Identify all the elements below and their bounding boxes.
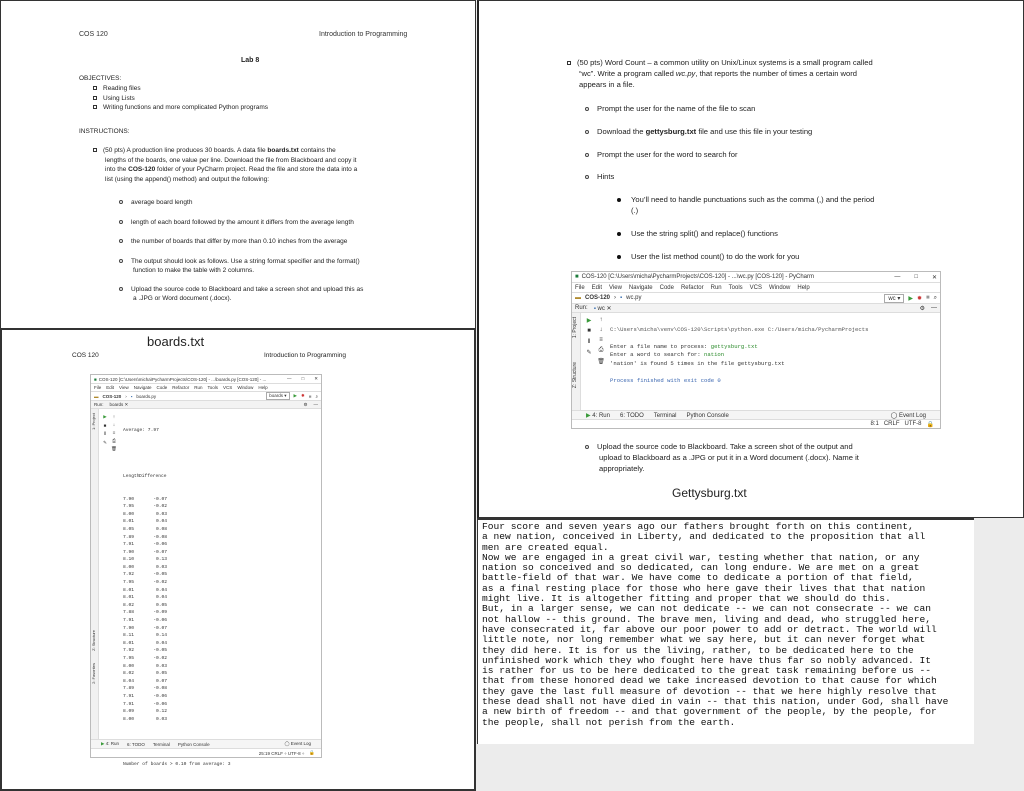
board-difference-cell: -0.06 bbox=[153, 542, 167, 548]
table-row bbox=[123, 701, 231, 709]
search-icon[interactable]: ⌕ bbox=[933, 294, 937, 301]
table-row bbox=[123, 579, 231, 587]
lab-document-page bbox=[0, 0, 476, 330]
minimize-icon[interactable]: — bbox=[287, 376, 292, 381]
board-difference-cell: -0.09 bbox=[153, 610, 167, 616]
boards-table-body bbox=[123, 496, 231, 724]
window-controls bbox=[894, 274, 937, 281]
board-length-cell: 7.90 bbox=[123, 625, 135, 631]
board-length-cell: 7.90 bbox=[123, 496, 135, 502]
board-length-cell: 7.95 bbox=[123, 580, 135, 586]
console-toolbar bbox=[594, 314, 608, 365]
board-difference-cell: -0.02 bbox=[153, 656, 167, 661]
table-row bbox=[123, 503, 231, 511]
list-item: Use the string split() and replace() functions bbox=[617, 228, 874, 239]
run-config-dropdown[interactable]: boards ▾ bbox=[266, 392, 289, 400]
average-line: Average: 7.97 bbox=[123, 428, 159, 434]
pycharm-logo-icon: ■ bbox=[575, 274, 579, 280]
pin-icon[interactable]: ✎ bbox=[586, 350, 592, 356]
run-icon[interactable]: ▶ bbox=[908, 295, 913, 302]
menu-edit[interactable]: Edit bbox=[106, 385, 115, 390]
board-length-cell: 8.10 bbox=[123, 557, 135, 563]
list-item: Prompt the user for the word to search for bbox=[585, 150, 812, 172]
gear-icon[interactable]: ⚙ bbox=[303, 401, 308, 407]
hints-list: You’ll need to handle punctuations such as the comma (,) and the period (.) Use the string split() and replace() functions User the list method count() to do the work for you bbox=[617, 194, 874, 262]
ide-window-title: COS-120 [C:\Users\micha\PycharmProjects\COS-120] - ...\wc.py [COS-120] - PyCharm bbox=[581, 274, 815, 280]
gear-icon[interactable]: ⚙ bbox=[919, 305, 925, 312]
circle-bullet-icon bbox=[585, 107, 589, 111]
board-difference-cell: 0.04 bbox=[155, 519, 167, 525]
table-row bbox=[123, 496, 231, 504]
run-tool-header bbox=[91, 401, 321, 409]
close-icon[interactable]: ✕ bbox=[314, 376, 318, 381]
breadcrumb-project[interactable]: COS-120 bbox=[102, 393, 122, 399]
table-row bbox=[123, 534, 231, 542]
console-finish-line: Process finished with exit code 0 bbox=[610, 376, 721, 384]
table-header: LengthDifference bbox=[123, 473, 167, 479]
menu-run[interactable]: Run bbox=[710, 284, 722, 291]
board-length-cell: 7.91 bbox=[123, 701, 135, 707]
circle-bullet-icon bbox=[585, 175, 589, 179]
chevron-right-icon: › bbox=[614, 295, 617, 301]
text-line: not hallow -- this ground. The brave men, living and dead, who struggled here, bbox=[482, 613, 932, 625]
table-row bbox=[123, 594, 231, 602]
board-length-cell: 8.05 bbox=[123, 526, 135, 532]
board-length-cell: 8.11 bbox=[123, 633, 135, 639]
menu-vcs[interactable]: VCS bbox=[223, 385, 233, 390]
search-icon[interactable]: ⌕ bbox=[315, 393, 318, 399]
board-difference-cell: 0.07 bbox=[155, 678, 167, 684]
text-line: men are created equal. bbox=[482, 541, 609, 553]
board-length-cell: 7.92 bbox=[123, 648, 135, 654]
stop-icon[interactable]: ■ bbox=[103, 423, 107, 428]
run-label: Run: bbox=[94, 402, 104, 407]
board-length-cell: 7.91 bbox=[123, 693, 135, 699]
objectives-heading: OBJECTIVES: bbox=[79, 75, 122, 82]
menu-run[interactable]: Run bbox=[194, 385, 203, 390]
boards-example-panel bbox=[0, 328, 476, 791]
board-length-cell: 7.92 bbox=[123, 572, 135, 578]
menu-window[interactable]: Window bbox=[769, 284, 791, 291]
board-difference-cell: -0.02 bbox=[153, 504, 167, 510]
lock-icon[interactable]: 🔒 bbox=[309, 750, 315, 755]
table-row bbox=[123, 708, 231, 716]
stop-icon[interactable]: ■ bbox=[587, 328, 591, 334]
task1-items bbox=[119, 198, 363, 304]
table-row bbox=[123, 587, 231, 595]
checkbox-bullet-icon bbox=[93, 148, 97, 152]
table-row bbox=[123, 678, 231, 686]
tab-todo[interactable]: 6: TODO bbox=[619, 412, 644, 419]
table-row bbox=[123, 511, 231, 519]
word-count-page bbox=[477, 0, 1024, 518]
list-item: The output should look as follows. Use a string format specifier and the format() function to make the table with 2 columns. bbox=[119, 257, 363, 276]
stop-icon[interactable]: ■ bbox=[308, 393, 312, 399]
table-row bbox=[123, 640, 231, 648]
list-item: You’ll need to handle punctuations such as the comma (,) and the period bbox=[617, 194, 874, 205]
board-length-cell: 7.95 bbox=[123, 656, 135, 661]
python-file-icon: ▪ bbox=[593, 305, 596, 312]
console-command: C:\Users\micha\venv\COS-120\Scripts\python.exe C:/Users/micha/PycharmProjects bbox=[610, 325, 869, 333]
board-difference-cell: 0.03 bbox=[155, 511, 167, 517]
breadcrumb-file[interactable]: wc.py bbox=[626, 295, 642, 301]
page-header-subject: Introduction to Programming bbox=[319, 31, 408, 38]
board-difference-cell: 0.03 bbox=[155, 564, 167, 570]
menu-navigate[interactable]: Navigate bbox=[628, 284, 653, 291]
circle-bullet-icon bbox=[119, 220, 123, 224]
word-count-intro: (50 pts) Word Count – a common utility on Unix/Linux systems is a small program called “wc”. Write a program called wc.py, that reports the number of times a certain word appears in a file. bbox=[567, 57, 1007, 90]
table-row bbox=[123, 670, 231, 678]
menu-view[interactable]: View bbox=[119, 385, 129, 390]
wrap-icon[interactable]: ≡ bbox=[112, 430, 116, 435]
board-length-cell: 7.90 bbox=[123, 549, 135, 555]
summary-line: Number of boards > 0.10 from average: 3 bbox=[123, 762, 231, 768]
table-row bbox=[123, 571, 231, 579]
status-line-ending[interactable]: CRLF bbox=[883, 421, 900, 427]
print-icon[interactable]: ⎙ bbox=[112, 438, 116, 443]
ide-navigation-bar bbox=[572, 293, 940, 304]
circle-bullet-icon bbox=[585, 445, 589, 449]
hide-panel-icon[interactable]: — bbox=[313, 402, 318, 407]
folder-icon: ▬ bbox=[575, 295, 581, 301]
ide-title-bar bbox=[572, 272, 940, 283]
console-line: Enter a file name to process: gettysburg.txt bbox=[610, 342, 758, 350]
table-row bbox=[123, 693, 231, 701]
board-difference-cell: 0.12 bbox=[155, 709, 167, 715]
board-difference-cell: 0.05 bbox=[155, 602, 167, 608]
board-difference-cell: 0.03 bbox=[155, 716, 167, 722]
menu-help[interactable]: Help bbox=[258, 385, 268, 390]
table-row bbox=[123, 564, 231, 572]
board-length-cell: 7.89 bbox=[123, 686, 135, 692]
circle-bullet-icon bbox=[119, 239, 123, 243]
arrow-down-icon[interactable]: ↓ bbox=[599, 327, 603, 333]
breadcrumb-file[interactable]: boards.py bbox=[136, 393, 157, 399]
window-controls bbox=[287, 376, 318, 382]
circle-bullet-icon bbox=[119, 200, 123, 204]
ide-window-title: COS-120 [C:\Users\micha\PycharmProjects\COS-120] - ...\boards.py [COS-120] - ... bbox=[98, 376, 267, 382]
tab-run[interactable]: ▶ 4: Run bbox=[586, 413, 610, 419]
objective-item: Reading files bbox=[93, 84, 268, 94]
checkbox-bullet-icon bbox=[93, 86, 97, 90]
text-line: have consecrated it, far above our poor power to add or detract. The world will bbox=[482, 623, 937, 635]
gettysburg-caption: Gettysburg.txt bbox=[672, 486, 747, 500]
trash-icon[interactable]: 🗑 bbox=[111, 446, 117, 451]
bottom-tool-tabs bbox=[91, 739, 321, 748]
menu-refactor[interactable]: Refactor bbox=[172, 385, 190, 390]
board-length-cell: 8.02 bbox=[123, 671, 135, 677]
table-row bbox=[123, 663, 231, 671]
board-difference-cell: 0.14 bbox=[155, 633, 167, 639]
board-length-cell: 7.91 bbox=[123, 618, 135, 624]
board-difference-cell: -0.08 bbox=[153, 534, 167, 540]
python-file-icon: ▪ bbox=[130, 393, 133, 399]
table-row bbox=[123, 625, 231, 633]
board-length-cell: 8.00 bbox=[123, 716, 135, 722]
debug-icon[interactable]: ✹ bbox=[916, 295, 922, 302]
table-row bbox=[123, 556, 231, 564]
pause-icon[interactable]: Ⅱ bbox=[103, 431, 107, 436]
status-encoding[interactable]: UTF-8 bbox=[904, 421, 922, 427]
table-row bbox=[123, 617, 231, 625]
page-header-subject: Introduction to Programming bbox=[264, 352, 347, 359]
side-tool-strip bbox=[91, 409, 99, 739]
minimize-icon[interactable]: — bbox=[894, 273, 901, 280]
tab-python-console[interactable]: Python Console bbox=[177, 741, 210, 747]
board-length-cell: 8.00 bbox=[123, 511, 135, 517]
board-difference-cell: 0.13 bbox=[155, 557, 167, 563]
bullet-icon bbox=[617, 255, 621, 259]
board-length-cell: 8.04 bbox=[123, 678, 135, 684]
board-length-cell: 8.01 bbox=[123, 519, 135, 525]
event-log-button[interactable]: ◯ Event Log bbox=[284, 741, 311, 746]
list-item: the number of boards that differ by more than 0.10 inches from the average bbox=[119, 237, 363, 247]
circle-bullet-icon bbox=[119, 287, 123, 291]
ide-title-bar bbox=[91, 375, 321, 384]
run-config-dropdown[interactable]: wc ▾ bbox=[884, 294, 904, 303]
menu-code[interactable]: Code bbox=[659, 284, 674, 291]
text-line: battle-field of that war. We have come to dedicate a portion of that field, bbox=[482, 572, 914, 584]
text-line: unfinished work which they who fought here have thus far so nobly advanced. It bbox=[482, 654, 932, 666]
circle-bullet-icon bbox=[585, 153, 589, 157]
wc-upload-instructions: Upload the source code to Blackboard. Take a screen shot of the output and upload to Blackboard as a .JPG or put it in a Word document (.docx). Name it appropriately. bbox=[585, 441, 859, 474]
objective-item: Using Lists bbox=[93, 94, 268, 104]
board-difference-cell: -0.07 bbox=[153, 625, 167, 631]
tab-python-console[interactable]: Python Console bbox=[686, 412, 729, 419]
stop-icon[interactable]: ■ bbox=[926, 295, 930, 301]
table-row bbox=[123, 541, 231, 549]
arrow-down-icon[interactable]: ↓ bbox=[112, 422, 116, 427]
board-length-cell: 8.02 bbox=[123, 602, 135, 608]
rerun-icon[interactable]: ▶ bbox=[103, 414, 107, 419]
menu-file[interactable]: File bbox=[94, 385, 102, 390]
maximize-icon[interactable]: □ bbox=[914, 273, 918, 280]
gettysburg-text bbox=[482, 522, 948, 728]
pycharm-window-boards bbox=[90, 374, 322, 768]
text-line: nation so conceived and so dedicated, can long endure. We are met on a great bbox=[482, 562, 920, 574]
checkbox-bullet-icon bbox=[93, 105, 97, 109]
board-length-cell: 8.01 bbox=[123, 587, 135, 593]
ide-status-bar bbox=[91, 748, 321, 757]
text-line: is rather for us to be here dedicated to the great task remaining before us -- bbox=[482, 665, 932, 677]
list-item: Prompt the user for the name of the file to scan bbox=[585, 104, 812, 127]
pause-icon[interactable]: Ⅱ bbox=[587, 339, 591, 345]
status-position[interactable]: 8:1 bbox=[870, 421, 879, 427]
board-length-cell: 7.89 bbox=[123, 534, 135, 540]
ide-menu-bar bbox=[572, 283, 940, 293]
objectives-list bbox=[93, 84, 268, 113]
menu-vcs[interactable]: VCS bbox=[749, 284, 763, 291]
board-difference-cell: 0.04 bbox=[155, 587, 167, 593]
hide-panel-icon[interactable]: — bbox=[931, 305, 937, 311]
board-length-cell: 7.88 bbox=[123, 610, 135, 616]
menu-edit[interactable]: Edit bbox=[591, 284, 603, 291]
board-difference-cell: -0.05 bbox=[153, 648, 167, 654]
project-tool-tab[interactable]: 1: Project bbox=[91, 413, 96, 430]
tab-terminal[interactable]: Terminal bbox=[653, 412, 677, 419]
board-length-cell: 8.01 bbox=[123, 640, 135, 646]
list-item: average board length bbox=[119, 198, 363, 208]
print-icon[interactable]: ⎙ bbox=[598, 347, 604, 353]
background-area bbox=[975, 518, 1024, 791]
table-row bbox=[123, 602, 231, 610]
menu-tools[interactable]: Tools bbox=[207, 385, 219, 390]
board-difference-cell: -0.02 bbox=[153, 580, 167, 586]
gettysburg-text-panel bbox=[477, 518, 974, 744]
text-line: a new birth of freedom -- and that government of the people, by the people, for bbox=[482, 706, 937, 718]
breadcrumb-project[interactable]: COS-120 bbox=[585, 295, 611, 301]
favorites-tool-tab[interactable]: 2: Favorites bbox=[91, 662, 96, 684]
python-file-icon: ▪ bbox=[620, 295, 623, 301]
menu-tools[interactable]: Tools bbox=[728, 284, 743, 291]
circle-bullet-icon bbox=[119, 259, 123, 263]
run-tab[interactable]: boards ✕ bbox=[109, 401, 129, 407]
rerun-icon[interactable]: ▶ bbox=[586, 318, 592, 324]
pycharm-logo-icon: ■ bbox=[94, 376, 97, 382]
console-line: Enter a word to search for: nation bbox=[610, 351, 725, 358]
menu-window[interactable]: Window bbox=[237, 385, 254, 390]
table-row bbox=[123, 526, 231, 534]
run-tool-header bbox=[572, 304, 940, 313]
board-length-cell: 8.00 bbox=[123, 663, 135, 669]
boards-caption: boards.txt bbox=[147, 334, 205, 349]
table-row bbox=[123, 647, 231, 655]
ide-status-bar bbox=[572, 419, 940, 428]
arrow-up-icon[interactable]: ↑ bbox=[112, 414, 116, 419]
list-item: Download the gettysburg.txt file and use this file in your testing bbox=[585, 127, 812, 150]
structure-tool-tab[interactable]: Z: Structure bbox=[91, 629, 96, 651]
checkbox-bullet-icon bbox=[93, 96, 97, 100]
checkbox-bullet-icon bbox=[567, 61, 571, 65]
board-length-cell: 8.00 bbox=[123, 564, 135, 570]
structure-tool-tab[interactable]: Z: Structure bbox=[572, 362, 578, 389]
console-toolbar bbox=[109, 411, 119, 452]
list-item: Hints bbox=[585, 172, 812, 181]
folder-icon: ▬ bbox=[94, 393, 99, 399]
tab-terminal[interactable]: Terminal bbox=[152, 741, 170, 747]
menu-help[interactable]: Help bbox=[797, 284, 810, 291]
circle-bullet-icon bbox=[585, 130, 589, 134]
board-difference-cell: -0.06 bbox=[153, 618, 167, 624]
instructions-heading: INSTRUCTIONS: bbox=[79, 128, 130, 135]
word-count-steps bbox=[585, 104, 812, 181]
close-icon[interactable]: ✕ bbox=[931, 274, 937, 281]
lock-icon[interactable]: 🔒 bbox=[926, 421, 934, 428]
text-line: little note, nor long remember what we say here, but it can never forget what bbox=[482, 634, 926, 646]
run-icon[interactable]: ▶ bbox=[293, 393, 297, 398]
table-row bbox=[123, 549, 231, 557]
menu-view[interactable]: View bbox=[609, 284, 622, 291]
board-difference-cell: -0.08 bbox=[153, 686, 167, 692]
menu-navigate[interactable]: Navigate bbox=[133, 385, 152, 390]
run-console-output bbox=[610, 317, 868, 394]
debug-icon[interactable]: ✹ bbox=[300, 393, 305, 398]
board-difference-cell: 0.05 bbox=[155, 671, 167, 677]
board-difference-cell: 0.04 bbox=[155, 595, 167, 601]
run-tab[interactable]: ▪ wc ✕ bbox=[593, 305, 612, 312]
list-item: User the list method count() to do the work for you bbox=[617, 251, 874, 262]
board-difference-cell: -0.06 bbox=[153, 693, 167, 699]
text-line: these dead shall not have died in vain -- that this nation, under God, shall have bbox=[482, 696, 949, 708]
text-line: as a final resting place for those who here gave their lives that that nation bbox=[482, 582, 926, 594]
text-line: But, in a larger sense, we can not dedicate -- we can not consecrate -- we can bbox=[482, 603, 932, 615]
side-tool-strip bbox=[572, 313, 581, 410]
event-log-button[interactable]: ◯ Event Log bbox=[890, 413, 926, 419]
board-difference-cell: 0.04 bbox=[155, 640, 167, 646]
page-header-course: COS 120 bbox=[72, 352, 99, 359]
maximize-icon[interactable]: □ bbox=[301, 376, 305, 381]
board-length-cell: 7.95 bbox=[123, 504, 135, 510]
table-row bbox=[123, 609, 231, 617]
tab-run[interactable]: ▶ 4: Run bbox=[101, 741, 119, 746]
trash-icon[interactable]: 🗑 bbox=[597, 359, 605, 365]
run-console-output bbox=[123, 412, 231, 784]
objective-item: Writing functions and more complicated Python programs bbox=[93, 103, 268, 113]
table-row bbox=[123, 716, 231, 724]
ide-menu-bar bbox=[91, 384, 321, 392]
task1-description: (50 pts) A production line produces 30 boards. A data file boards.txt contains the lengths of the boards, one value per line. Download the file from Blackboard and copy it into the COS-120 folder of your PyCharm project. Read the file and store the data into a list (using the append() method) and output the following: bbox=[93, 146, 453, 184]
board-difference-cell: -0.07 bbox=[153, 549, 167, 555]
text-line: a new nation, conceived in Liberty, and dedicated to the proposition that all bbox=[482, 531, 926, 543]
chevron-right-icon: › bbox=[125, 393, 127, 399]
text-line: might live. It is altogether fitting and proper that we should do this. bbox=[482, 593, 891, 605]
table-row bbox=[123, 655, 231, 663]
text-line: Four score and seven years ago our fathers brought forth on this continent, bbox=[482, 521, 914, 532]
bullet-icon bbox=[617, 232, 621, 236]
bullet-icon bbox=[617, 198, 621, 202]
board-length-cell: 8.09 bbox=[123, 709, 135, 715]
status-text[interactable]: 25:19 CRLF ÷ UTF-8 ÷ bbox=[258, 750, 305, 756]
table-row bbox=[123, 518, 231, 526]
pycharm-window-wc bbox=[571, 271, 941, 429]
pin-icon[interactable]: ✎ bbox=[103, 440, 107, 445]
text-line: they did here. It is for us the living, rather, to be dedicated here to the bbox=[482, 644, 914, 656]
board-difference-cell: -0.05 bbox=[153, 572, 167, 578]
board-difference-cell: -0.07 bbox=[153, 496, 167, 502]
run-label: Run: bbox=[575, 305, 588, 311]
table-row bbox=[123, 685, 231, 693]
board-length-cell: 8.01 bbox=[123, 595, 135, 601]
page-header-course: COS 120 bbox=[79, 31, 108, 38]
ide-navigation-bar bbox=[91, 392, 321, 401]
arrow-up-icon[interactable]: ↑ bbox=[599, 317, 603, 323]
text-line: the people, shall not perish from the earth. bbox=[482, 716, 736, 728]
text-line: that from these honored dead we take increased devotion to that cause for which bbox=[482, 675, 937, 687]
project-tool-tab[interactable]: 1: Project bbox=[572, 317, 578, 339]
list-item: Upload the source code to Blackboard and take a screen shot and upload this as a .JPG or Word document (.docx). bbox=[119, 285, 363, 304]
list-item: length of each board followed by the amount it differs from the average length bbox=[119, 218, 363, 228]
console-line: 'nation' is found 5 times in the file gettysburg.txt bbox=[610, 359, 785, 367]
menu-code[interactable]: Code bbox=[156, 385, 168, 390]
menu-refactor[interactable]: Refactor bbox=[680, 284, 704, 291]
board-length-cell: 7.91 bbox=[123, 542, 135, 548]
table-row bbox=[123, 632, 231, 640]
wrap-icon[interactable]: ≡ bbox=[599, 337, 603, 343]
lab-title: Lab 8 bbox=[241, 57, 260, 64]
board-difference-cell: -0.06 bbox=[153, 701, 167, 707]
menu-file[interactable]: File bbox=[575, 284, 585, 291]
text-line: they gave the last full measure of devotion -- that we here highly resolve that bbox=[482, 685, 937, 697]
text-line: Now we are engaged in a great civil war, testing whether that nation, or any bbox=[482, 551, 920, 563]
board-difference-cell: 0.08 bbox=[155, 526, 167, 532]
board-difference-cell: 0.03 bbox=[155, 663, 167, 669]
tab-todo[interactable]: 6: TODO bbox=[127, 741, 145, 747]
